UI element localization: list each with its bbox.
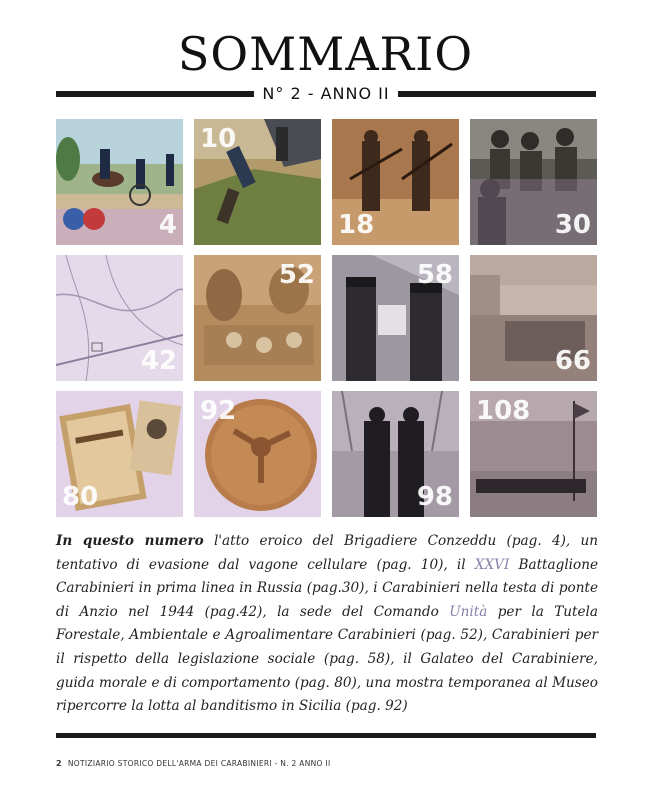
page-footer (56, 759, 330, 768)
page-number-label: 98 (416, 482, 453, 512)
summary-unita: Unità (449, 603, 488, 620)
contents-tile-page-4[interactable] (56, 119, 183, 245)
page-number-label: 30 (554, 210, 591, 240)
contents-tile-page-80[interactable] (56, 391, 183, 517)
contents-tile-page-98[interactable] (332, 391, 459, 517)
page-number-label: 80 (62, 482, 99, 512)
issue-banner (56, 86, 596, 102)
page-number-label: 4 (158, 210, 177, 240)
page-number-label: 42 (140, 346, 177, 376)
contents-tile-page-58[interactable] (332, 255, 459, 381)
summary-paragraph (56, 530, 598, 719)
page-number-label: 58 (416, 260, 453, 290)
summary-text-1: l'atto eroico del Brigadiere Conzeddu (pag. 4), un tentativo di evasione dal vagone cellulare (pag. 10), il (56, 533, 598, 573)
bottom-rule (56, 733, 596, 738)
page-number-label: 108 (476, 396, 531, 426)
page-number-label: 52 (278, 260, 315, 290)
page-number-label: 18 (338, 210, 375, 240)
contents-tile-page-108[interactable] (470, 391, 597, 517)
page-number-label: 10 (200, 124, 237, 154)
page-number-label: 92 (200, 396, 237, 426)
summary-text-2: Battaglione Carabinieri in prima linea in Russia (pag.30), i Carabinieri nella testa di ponte di Anzio nel 1944 (pag.42), la sede del Comando (56, 556, 598, 620)
contents-tile-page-30[interactable] (470, 119, 597, 245)
page-number-label: 66 (554, 346, 591, 376)
contents-tile-page-18[interactable] (332, 119, 459, 245)
footer-page-number: 2 (56, 759, 62, 768)
contents-tile-page-10[interactable] (194, 119, 321, 245)
contents-tile-page-42[interactable] (56, 255, 183, 381)
summary-text-3: per la Tutela Forestale, Ambientale e Agroalimentare Carabinieri (pag. 52), Carabinieri per il rispetto della legislazione sociale (pag. 58), il Galateo del Carabiniere, guida morale e di comportamento (pag. 80), una mostra temporanea al Museo ripercorre la lotta al banditismo in Sicilia (pag. 92) (56, 603, 598, 715)
issue-number: N° 2 - ANNO II (262, 84, 390, 103)
summary-roman-numeral: XXVI (474, 556, 510, 573)
page-title: SOMMARIO (177, 27, 474, 81)
contents-tile-page-92[interactable] (194, 391, 321, 517)
contents-grid (56, 119, 596, 517)
contents-tile-page-66[interactable] (470, 255, 597, 381)
contents-tile-page-52[interactable] (194, 255, 321, 381)
summary-lead: In questo numero (56, 533, 204, 549)
banner-rule-right (398, 91, 596, 97)
footer-publication: NOTIZIARIO STORICO DELL'ARMA DEI CARABINIERI - N. 2 ANNO II (67, 759, 331, 768)
